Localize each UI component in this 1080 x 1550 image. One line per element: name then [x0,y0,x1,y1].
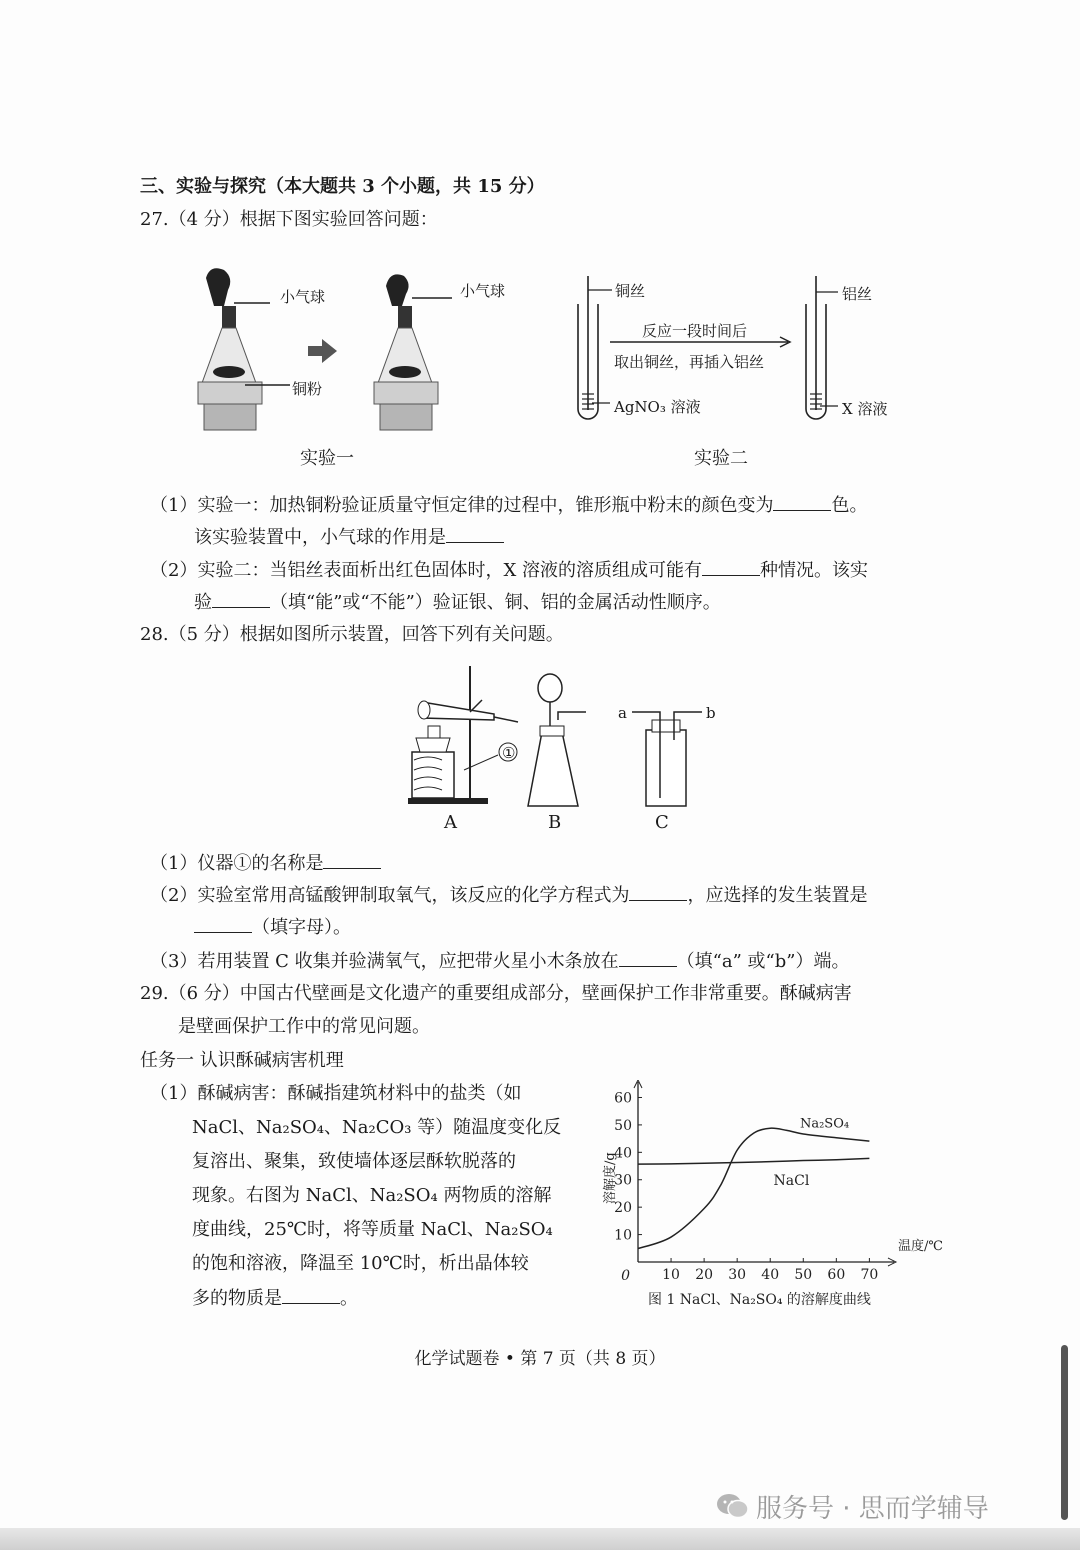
arrow-label-top: 反应一段时间后 [642,322,748,340]
series-label-na2so4: Na₂SO₄ [799,1116,850,1132]
experiment-one-figure [190,258,490,438]
x-tick-label: 30 [728,1267,747,1283]
wechat-icon [716,1492,750,1527]
q28-part1: （1）仪器①的名称是 [150,850,381,877]
series-line-nacl [638,1158,869,1164]
q29-para-line1: （1）酥碱病害：酥碱指建筑材料中的盐类（如 [150,1083,522,1104]
q29-title-line2: 是壁画保护工作中的常见问题。 [178,1016,430,1037]
bottom-bar [0,1528,1080,1550]
y-tick-label: 60 [614,1090,632,1107]
x-tick-label: 20 [695,1267,714,1283]
q27-part1-line2: 该实验装置中，小气球的作用是 [194,524,504,551]
apparatus-b-label: B [548,812,562,833]
x-tick-label: 60 [827,1267,846,1283]
y-tick-label: 10 [614,1227,632,1244]
apparatus-c-label: C [655,812,669,833]
q28-part2-line1: （2）实验室常用高锰酸钾制取氧气，该反应的化学方程式为 ，应选择的发生装置是 [150,882,867,909]
y-tick-label: 20 [614,1200,632,1217]
x-solution-label: X 溶液 [842,400,888,418]
q27-part2-line1: （2）实验二：当铝丝表面析出红色固体时，X 溶液的溶质组成可能有 种情况。该实 [150,557,868,584]
aluminum-wire-label: 铝丝 [842,285,873,303]
q28-part2-line2: （填字母）。 [194,914,351,941]
instrument-1-label: ① [502,744,516,762]
arrow-label-bottom: 取出铜丝，再插入铝丝 [614,353,765,371]
section-title: 三、实验与探究（本大题共 3 个小题，共 15 分） [140,176,545,197]
x-tick-label: 50 [794,1267,813,1283]
q29-para-line7: 多的物质是 。 [192,1285,358,1312]
series-line-na2so4 [638,1128,869,1248]
q27-part2-line2: 验 （填“能”或“不能”）验证银、铜、铝的金属活动性顺序。 [194,589,721,616]
y-axis-label: 溶解度/g [603,1152,618,1204]
agno3-solution-label: AgNO₃ 溶液 [614,398,701,416]
q27-part1-line1: （1）实验一：加热铜粉验证质量守恒定律的过程中，锥形瓶中粉末的颜色变为 色。 [150,492,867,519]
x-tick-label: 70 [860,1267,879,1283]
copper-wire-label: 铜丝 [615,282,646,300]
solubility-chart [600,1080,950,1310]
q29-para-line4: 现象。右图为 NaCl、Na₂SO₄ 两物质的溶解 [192,1185,552,1206]
q27-title: 27.（4 分）根据下图实验回答问题： [140,209,438,230]
q29-para-line2: NaCl、Na₂SO₄、Na₂CO₃ 等）随温度变化反 [192,1117,562,1138]
page-footer: 化学试题卷 • 第 7 页（共 8 页） [414,1349,666,1369]
q29-para-line6: 的饱和溶液，降温至 10℃时，析出晶体较 [192,1253,529,1274]
balloon-label-2: 小气球 [460,282,506,300]
x-tick-label: 40 [761,1267,780,1283]
port-b-label: b [706,704,716,722]
q28-title: 28.（5 分）根据如图所示装置，回答下列有关问题。 [140,624,564,645]
experiment-two-caption: 实验二 [694,448,748,469]
q29-title-line1: 29.（6 分）中国古代壁画是文化遗产的重要组成部分，壁画保护工作非常重要。酥碱病害 [140,983,852,1004]
apparatus-figure [400,660,730,810]
q29-para-line5: 度曲线，25℃时，将等质量 NaCl、Na₂SO₄ [192,1219,553,1240]
x-tick-label: 10 [662,1267,680,1283]
q28-part3: （3）若用装置 C 收集并验满氧气，应把带火星小木条放在 （填“a” 或“b”）端。 [150,948,849,975]
origin-label: 0 [621,1268,630,1284]
watermark: 服务号 · 思而学辅导 [716,1488,989,1527]
scrollbar[interactable] [1061,1345,1068,1520]
series-label-nacl: NaCl [773,1173,810,1190]
balloon-label-1: 小气球 [280,288,326,306]
y-tick-label: 30 [614,1172,632,1189]
port-a-label: a [618,704,627,722]
copper-powder-label: 铜粉 [292,380,323,398]
apparatus-a-label: A [444,812,457,833]
x-axis-label: 温度/℃ [898,1239,943,1254]
y-tick-label: 50 [614,1117,632,1134]
q29-para-line3: 复溶出、聚集，致使墙体逐层酥软脱落的 [192,1151,516,1172]
chart-title: 图 1 NaCl、Na₂SO₄ 的溶解度曲线 [648,1292,871,1308]
experiment-one-caption: 实验一 [300,448,354,469]
task-one-heading: 任务一 认识酥碱病害机理 [140,1050,344,1071]
y-tick-label: 40 [614,1145,632,1162]
